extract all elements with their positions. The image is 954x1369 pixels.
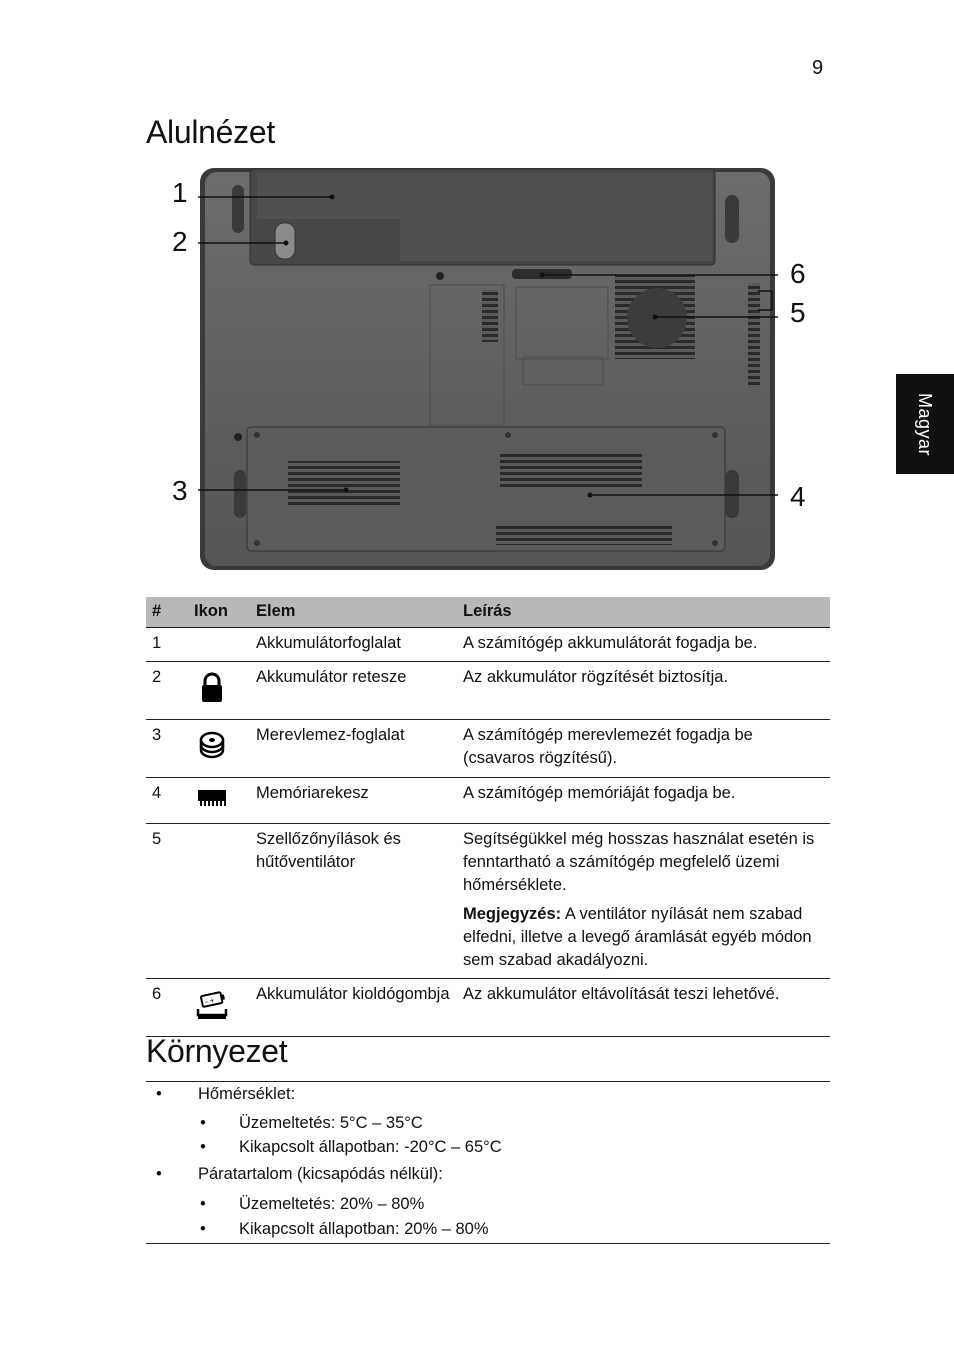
row-icon-cell [188, 662, 250, 720]
row-element: Merevlemez-foglalat [250, 720, 457, 778]
hard-disk-icon [194, 728, 230, 764]
list-subitem: Kikapcsolt állapotban: 20% – 80% [239, 1220, 489, 1238]
note-paragraph [463, 903, 824, 972]
row-description-cell [457, 824, 830, 979]
row-element: Akkumulátor kioldógombja [250, 979, 457, 1037]
language-side-tab [896, 374, 954, 474]
row-description: A számítógép memóriáját fogadja be. [457, 778, 830, 824]
col-header-icon: Ikon [188, 597, 250, 628]
row-element: Memóriarekesz [250, 778, 457, 824]
row-number: 6 [146, 979, 188, 1037]
col-header-description: Leírás [457, 597, 830, 628]
list-item-humidity: Páratartalom (kicsapódás nélkül): [198, 1165, 443, 1183]
environment-bottom-rule [146, 1243, 830, 1244]
list-bullet: • [200, 1220, 206, 1238]
language-tab-label: Magyar [915, 392, 936, 456]
battery-release-icon [194, 987, 230, 1023]
section-title-bottom-view: Alulnézet [146, 114, 275, 150]
row-element: Akkumulátorfoglalat [250, 628, 457, 662]
callout-4: 4 [790, 481, 806, 512]
row-description: A számítógép akkumulátorát fogadja be. [457, 628, 830, 662]
row-icon-cell [188, 979, 250, 1037]
callout-1: 1 [172, 177, 188, 208]
list-bullet: • [200, 1114, 206, 1132]
environment-top-rule [146, 1081, 830, 1082]
list-bullet: • [156, 1085, 162, 1103]
row-number: 1 [146, 628, 188, 662]
list-bullet: • [200, 1138, 206, 1156]
laptop-bottom-illustration [160, 165, 820, 575]
list-bullet: • [200, 1195, 206, 1213]
row-element: Szellőzőnyílások és hűtőventilátor [250, 824, 457, 979]
row-icon-cell [188, 778, 250, 824]
memory-module-icon [194, 786, 230, 810]
row-element: Akkumulátor retesze [250, 662, 457, 720]
row-icon-empty [188, 628, 250, 662]
bottom-view-parts-table [146, 597, 830, 1037]
row-icon-cell [188, 720, 250, 778]
table-row [146, 628, 830, 662]
list-subitem: Kikapcsolt állapotban: -20°C – 65°C [239, 1138, 502, 1156]
table-row [146, 824, 830, 979]
row-number: 4 [146, 778, 188, 824]
row-description: A számítógép merevlemezét fogadja be (csavaros rögzítésű). [457, 720, 830, 778]
row-icon-empty [188, 824, 250, 979]
table-row [146, 778, 830, 824]
list-subitem: Üzemeltetés: 5°C – 35°C [239, 1114, 423, 1132]
note-text: A ventilátor nyílását nem szabad elfedni, illetve a levegő áramlását egyéb módon sem szabad akadályozni. [463, 905, 812, 969]
row-number: 3 [146, 720, 188, 778]
callout-2: 2 [172, 226, 188, 257]
list-bullet: • [156, 1165, 162, 1183]
table-row [146, 979, 830, 1037]
note-label: Megjegyzés: [463, 905, 562, 923]
row-description: Az akkumulátor rögzítését biztosítja. [457, 662, 830, 720]
row-description: Segítségükkel még hosszas használat esetén is fenntartható a számítógép megfelelő üzemi hőmérséklete. [463, 830, 815, 894]
row-description: Az akkumulátor eltávolítását teszi lehetővé. [457, 979, 830, 1037]
table-row [146, 662, 830, 720]
section-title-environment: Környezet [146, 1033, 288, 1069]
battery-lock-icon [194, 670, 230, 706]
list-item-temperature: Hőmérséklet: [198, 1085, 296, 1103]
table-row [146, 720, 830, 778]
list-subitem: Üzemeltetés: 20% – 80% [239, 1195, 425, 1213]
col-header-number: # [146, 597, 188, 628]
laptop-bottom-view-figure [160, 165, 820, 575]
row-number: 2 [146, 662, 188, 720]
callout-3: 3 [172, 475, 188, 506]
callout-5: 5 [790, 297, 806, 328]
page-number: 9 [812, 57, 824, 79]
col-header-element: Elem [250, 597, 457, 628]
callout-6: 6 [790, 258, 806, 289]
table-header-row [146, 597, 830, 628]
row-number: 5 [146, 824, 188, 979]
svg-text:- +: - + [204, 995, 216, 1007]
